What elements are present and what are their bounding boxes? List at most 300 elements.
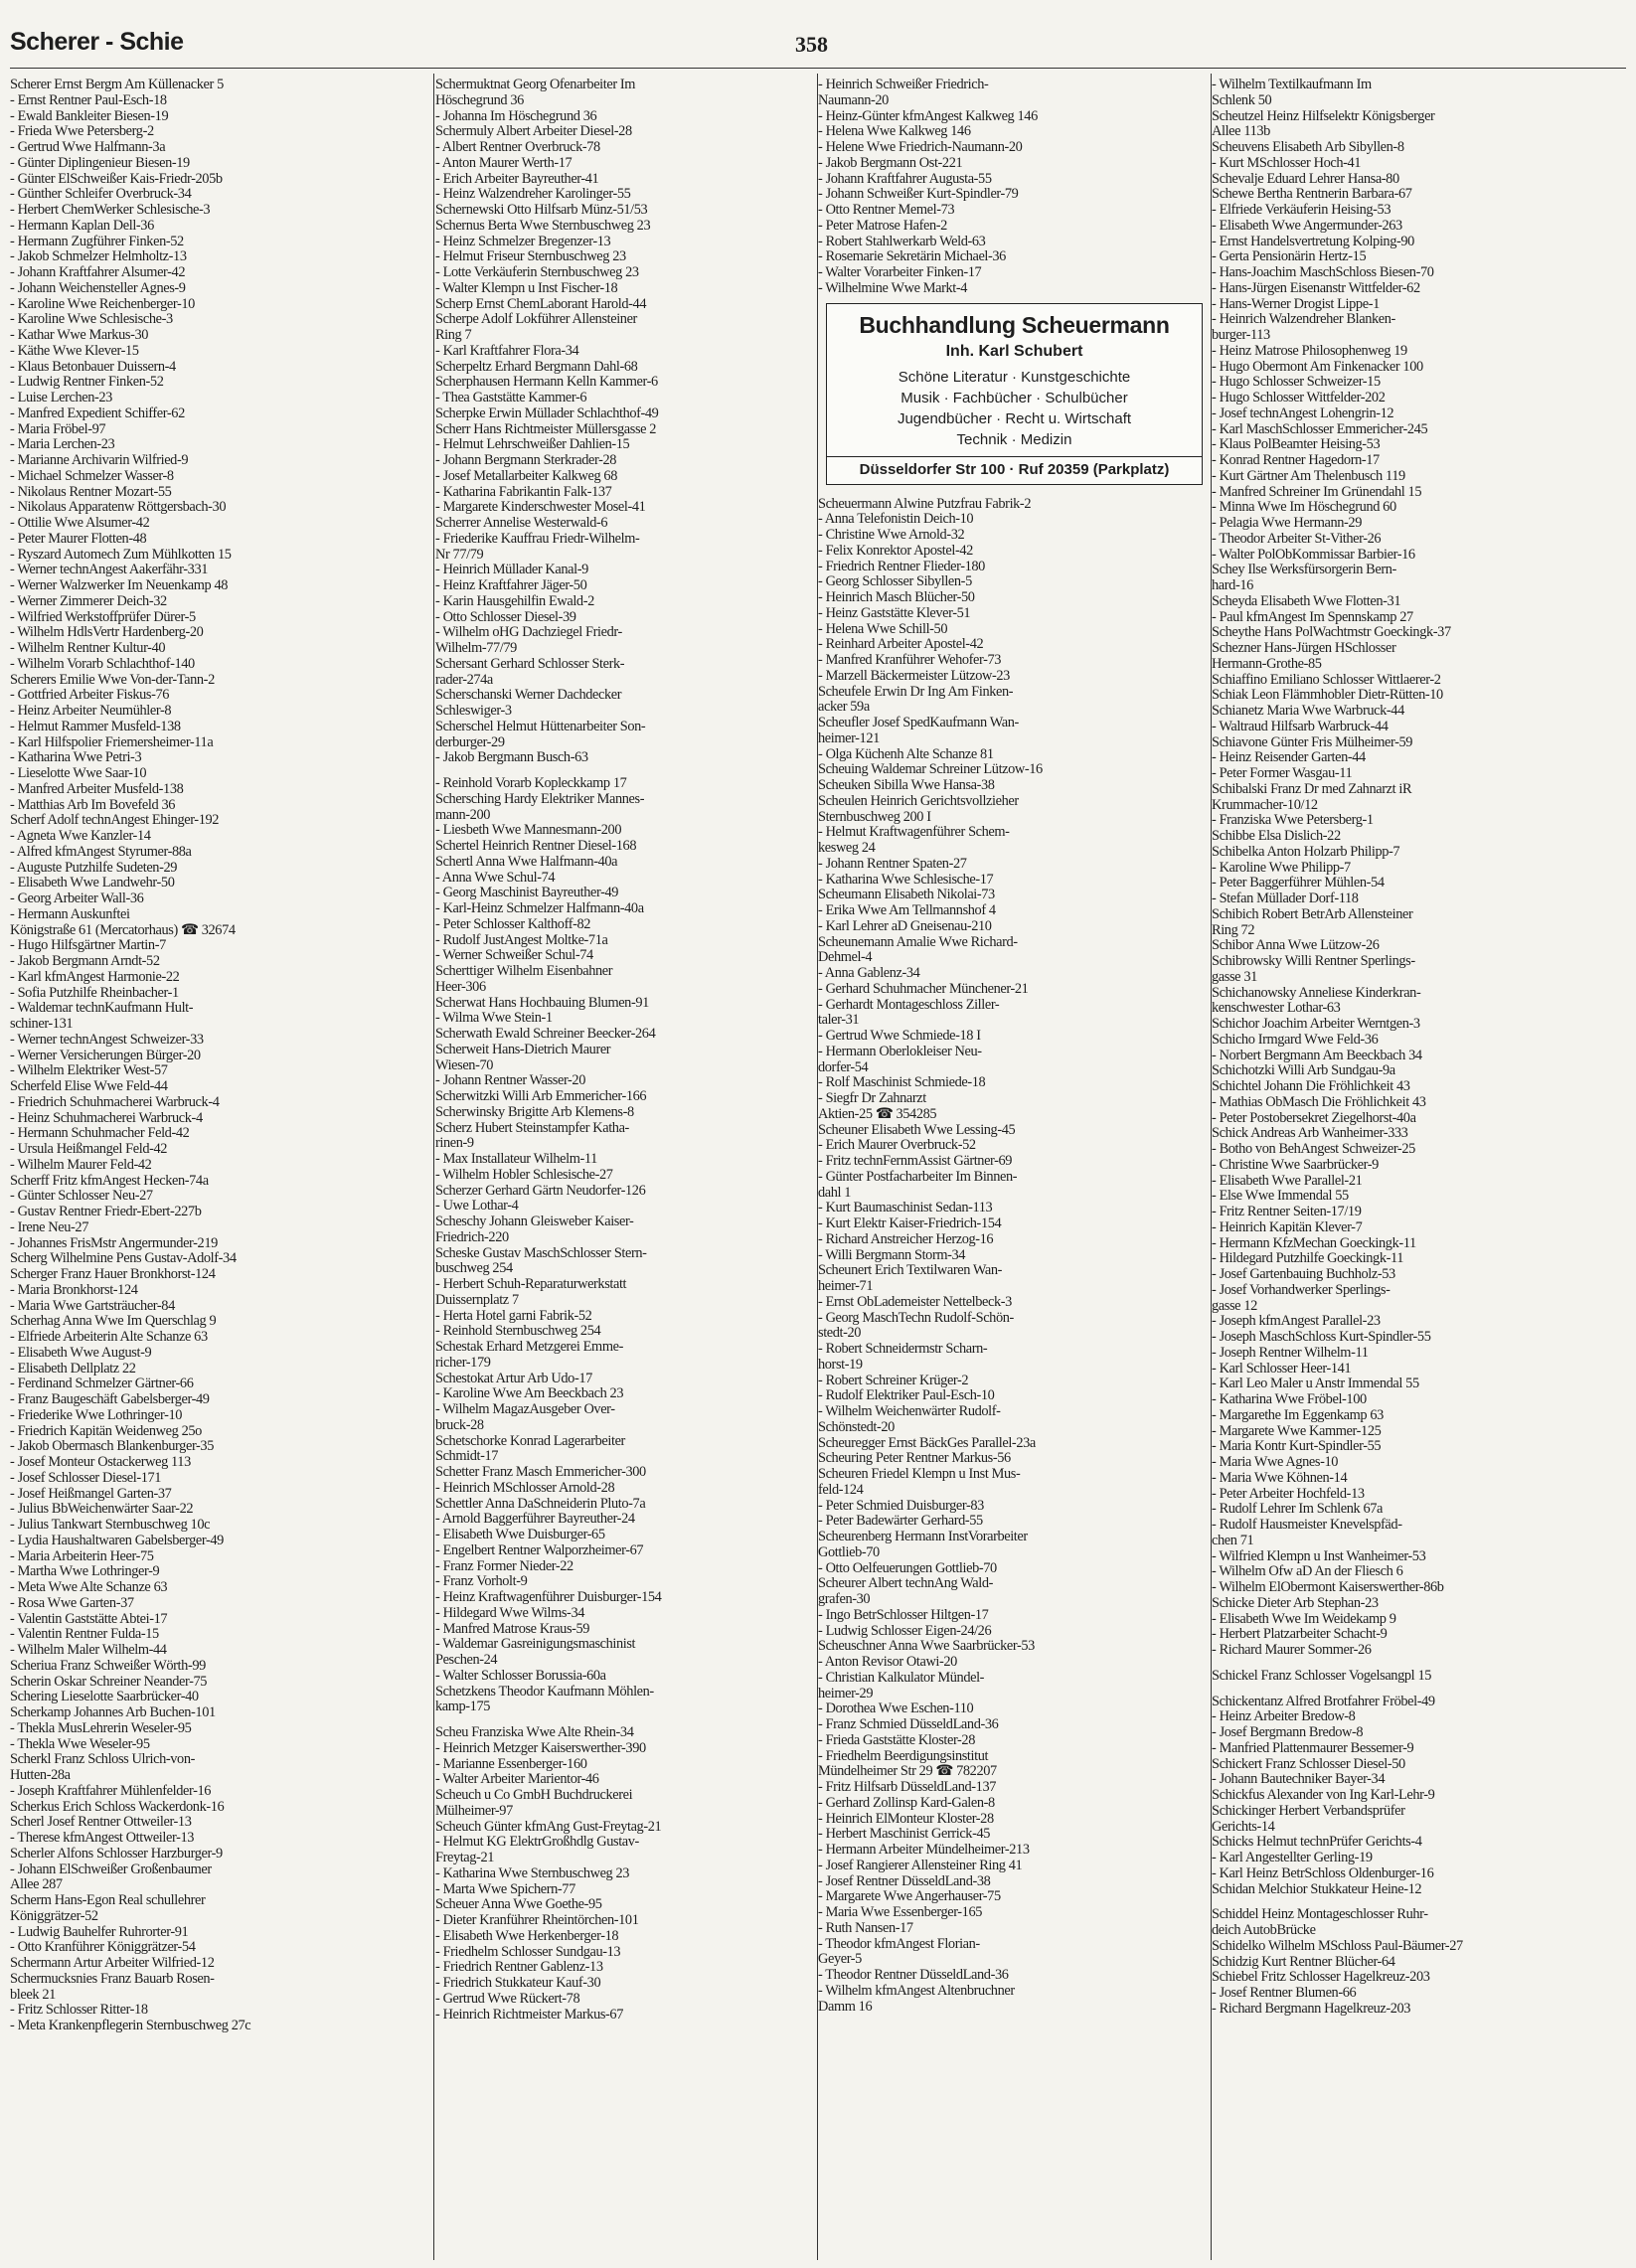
- directory-entry: - Otto Rentner Memel-73: [818, 202, 955, 218]
- directory-entry: Scheuren Friedel Klempn u Inst Mus-: [818, 1466, 1021, 1482]
- directory-entry: - Michael Schmelzer Wasser-8: [10, 467, 174, 484]
- directory-entry: Schering Lieselotte Saarbrücker-40: [10, 1689, 199, 1705]
- directory-entry: - Heinz Schuhmacherei Warbruck-4: [10, 1109, 203, 1126]
- directory-entry: Sternbuschweg 200 I: [818, 808, 931, 825]
- directory-entry: - Irene Neu-27: [10, 1218, 89, 1235]
- directory-entry: - Josef Vorhandwerker Sperlings-: [1212, 1281, 1391, 1298]
- directory-entry: - Hans-Werner Drogist Lippe-1: [1212, 295, 1380, 312]
- directory-entry: - Georg MaschTechn Rudolf-Schön-: [818, 1309, 1014, 1326]
- directory-entry: - Hermann Oberlokleiser Neu-: [818, 1043, 982, 1059]
- directory-entry: - Anton Maurer Werth-17: [435, 154, 573, 171]
- directory-entry: feld-124: [818, 1481, 864, 1498]
- directory-entry: Scheufler Josef SpedKaufmann Wan-: [818, 715, 1019, 730]
- directory-entry: - Thea Gaststätte Kammer-6: [435, 390, 587, 405]
- directory-entry: - Klaus Betonbauer Duissern-4: [10, 358, 176, 375]
- directory-entry: Scheunert Erich Textilwaren Wan-: [818, 1262, 1003, 1279]
- directory-entry: - Mathias ObMasch Die Fröhlichkeit 43: [1212, 1093, 1426, 1110]
- directory-entry: - Johanna Im Höschegrund 36: [435, 107, 597, 124]
- directory-entry: heimer-29: [818, 1685, 874, 1701]
- directory-entry: - Reinhard Arbeiter Apostel-42: [818, 636, 984, 653]
- directory-entry: - Hildegard Putzhilfe Goeckingk-11: [1212, 1250, 1404, 1267]
- directory-entry: Scherpeltz Erhard Bergmann Dahl-68: [435, 358, 638, 375]
- directory-entry: - Heinrich Richtmeister Markus-67: [435, 2006, 623, 2023]
- directory-entry: chen 71: [1212, 1532, 1254, 1548]
- directory-entry: - Maria Wwe Köhnen-14: [1212, 1469, 1348, 1486]
- directory-entry: - Helena Wwe Kalkweg 146: [818, 123, 971, 140]
- directory-entry: - Rudolf JustAngest Moltke-71a: [435, 931, 608, 948]
- directory-entry: - Ewald Bankleiter Biesen-19: [10, 107, 169, 124]
- directory-entry: Schidelko Wilhelm MSchloss Paul-Bäumer-27: [1212, 1937, 1463, 1954]
- directory-entry: - Hermann Schuhmacher Feld-42: [10, 1125, 190, 1142]
- directory-entry: - Johann ElSchweißer Großenbaumer: [10, 1861, 212, 1877]
- directory-entry: Scheuermann Alwine Putzfrau Fabrik-2: [818, 495, 1032, 512]
- directory-entry: Königgrätzer-52: [10, 1907, 98, 1924]
- directory-entry: Ring 7: [435, 327, 472, 343]
- directory-entry: Scheurer Albert technAng Wald-: [818, 1575, 993, 1592]
- directory-entry: - Robert Stahlwerkarb Weld-63: [818, 233, 986, 249]
- directory-entry: - Wilhelm Hobler Schlesische-27: [435, 1166, 613, 1183]
- directory-entry: Duissernplatz 7: [435, 1291, 519, 1308]
- directory-entry: - Günter Diplingenieur Biesen-19: [10, 154, 190, 171]
- directory-entry: - Reinhold Sternbuschweg 254: [435, 1323, 601, 1340]
- directory-entry: - Frieda Wwe Petersberg-2: [10, 123, 154, 140]
- directory-entry: - Friedrich Schuhmacherei Warbruck-4: [10, 1093, 220, 1110]
- directory-entry: - Karl Lehrer aD Gneisenau-210: [818, 917, 992, 934]
- directory-entry: - Erich Arbeiter Bayreuther-41: [435, 170, 599, 187]
- directory-entry: - Rosa Wwe Garten-37: [10, 1594, 134, 1611]
- directory-entry: - Julius Tankwart Sternbuschweg 10c: [10, 1517, 211, 1533]
- directory-entry: Schibalski Franz Dr med Zahnarzt iR: [1212, 780, 1412, 797]
- directory-entry: Scheumann Elisabeth Nikolai-73: [818, 887, 995, 903]
- directory-entry: - Manfred Matrose Kraus-59: [435, 1620, 590, 1637]
- directory-entry: Scheuing Waldemar Schreiner Lützow-16: [818, 761, 1043, 778]
- directory-entry: richer-179: [435, 1354, 491, 1371]
- directory-entry: taler-31: [818, 1012, 860, 1029]
- directory-entry: - Helmut Rammer Musfeld-138: [10, 718, 181, 734]
- directory-entry: - Uwe Lothar-4: [435, 1198, 519, 1215]
- directory-entry: - Otto Oelfeuerungen Gottlieb-70: [818, 1559, 997, 1576]
- directory-entry: Schestak Erhard Metzgerei Emme-: [435, 1339, 623, 1355]
- directory-entry: - Heinrich Metzger Kaiserswerther-390: [435, 1739, 646, 1756]
- directory-entry: - Katharina Fabrikantin Falk-137: [435, 483, 612, 500]
- directory-entry: - Jakob Bergmann Arndt-52: [10, 953, 160, 969]
- directory-entry: - Maria Fröbel-97: [10, 420, 106, 437]
- directory-entry: - Erika Wwe Am Tellmannshof 4: [818, 902, 996, 918]
- directory-entry: - Lotte Verkäuferin Sternbuschweg 23: [435, 264, 639, 280]
- directory-entry: Schevalje Eduard Lehrer Hansa-80: [1212, 170, 1399, 187]
- directory-entry: Schersching Hardy Elektriker Mannes-: [435, 790, 645, 807]
- directory-entry: - Georg Schlosser Sibyllen-5: [818, 573, 972, 590]
- directory-entry: - Manfred Expedient Schiffer-62: [10, 405, 185, 421]
- ad-line: Technik · Medizin: [956, 430, 1072, 448]
- directory-entry: Schichanowsky Anneliese Kinderkran-: [1212, 984, 1421, 1001]
- directory-entry: - Günther Schleifer Overbruck-34: [10, 186, 192, 203]
- directory-entry: Schleswiger-3: [435, 703, 512, 719]
- directory-entry: - Hermann Auskunftei: [10, 905, 130, 922]
- directory-entry: Scheuschner Anna Wwe Saarbrücker-53: [818, 1638, 1035, 1655]
- directory-entry: - Ernst Rentner Paul-Esch-18: [10, 91, 167, 108]
- directory-entry: Schiavone Günter Fris Mülheimer-59: [1212, 733, 1413, 750]
- directory-entry: - Karoline Wwe Philipp-7: [1212, 859, 1351, 876]
- directory-entry: - Franz Schmied DüsseldLand-36: [818, 1716, 999, 1732]
- directory-entry: - Margarete Wwe Angerhauser-75: [818, 1888, 1001, 1905]
- directory-entry: Scherzer Gerhard Gärtn Neudorfer-126: [435, 1182, 646, 1199]
- directory-entry: Naumann-20: [818, 91, 889, 108]
- directory-entry: kamp-175: [435, 1699, 491, 1715]
- directory-entry: - Helene Wwe Friedrich-Naumann-20: [818, 139, 1023, 155]
- directory-entry: - Rudolf Elektriker Paul-Esch-10: [818, 1387, 995, 1404]
- directory-entry: - Engelbert Rentner Walporzheimer-67: [435, 1541, 644, 1558]
- directory-entry: - Käthe Wwe Klever-15: [10, 342, 139, 359]
- directory-entry: Schibich Robert BetrArb Allensteiner: [1212, 905, 1413, 922]
- directory-entry: - Elisabeth Wwe August-9: [10, 1344, 152, 1361]
- directory-entry: - Ryszard Automech Zum Mühlkotten 15: [10, 546, 232, 563]
- directory-entry: - Karoline Wwe Am Beeckbach 23: [435, 1385, 624, 1402]
- directory-entry: - Johann Weichensteller Agnes-9: [10, 279, 186, 296]
- directory-entry: - Heinz Reisender Garten-44: [1212, 749, 1366, 766]
- directory-entry: - Elisabeth Wwe Parallel-21: [1212, 1172, 1363, 1189]
- directory-entry: - Ottilie Wwe Alsumer-42: [10, 515, 150, 531]
- directory-entry: - Maria Wwe Agnes-10: [1212, 1454, 1339, 1470]
- directory-entry: - Kurt MSchlosser Hoch-41: [1212, 154, 1362, 171]
- directory-entry: - Hugo Schlosser Wittfelder-202: [1212, 390, 1386, 405]
- directory-column-4: [1212, 78, 1629, 2260]
- directory-entry: Scherr Hans Richtmeister Müllersgasse 2: [435, 420, 657, 437]
- directory-entry: - Ludwig Schlosser Eigen-24/26: [818, 1622, 992, 1639]
- directory-entry: Schibor Anna Wwe Lützow-26: [1212, 937, 1380, 954]
- directory-entry: - Rudolf Hausmeister Knevelspfäd-: [1212, 1517, 1402, 1533]
- directory-entry: - Robert Schneidermstr Scharn-: [818, 1341, 988, 1357]
- directory-entry: - Jakob Bergmann Ost-221: [818, 154, 963, 171]
- directory-entry: - Anna Telefonistin Deich-10: [818, 511, 974, 528]
- directory-entry: - Wilhelmine Wwe Markt-4: [818, 279, 967, 296]
- directory-entry: Schibelka Anton Holzarb Philipp-7: [1212, 843, 1400, 860]
- directory-entry: - Werner Walzwerker Im Neuenkamp 48: [10, 577, 229, 593]
- directory-entry: - Olga Küchenh Alte Schanze 81: [818, 745, 994, 762]
- directory-entry: Schidan Melchior Stukkateur Heine-12: [1212, 1880, 1422, 1897]
- directory-entry: Hermann-Grothe-85: [1212, 655, 1322, 672]
- directory-entry: - Manfred Kranführer Wehofer-73: [818, 652, 1002, 668]
- directory-entry: - Johann Rentner Wasser-20: [435, 1072, 585, 1089]
- directory-column-2: [435, 78, 818, 2260]
- directory-entry: - Werner Schweißer Schul-74: [435, 947, 593, 964]
- directory-entry: - Joseph Rentner Wilhelm-11: [1212, 1344, 1369, 1361]
- directory-entry: Scheske Gustav MaschSchlosser Stern-: [435, 1244, 647, 1261]
- directory-entry: - Ernst ObLademeister Nettelbeck-3: [818, 1293, 1012, 1310]
- directory-entry: burger-113: [1212, 327, 1270, 343]
- directory-entry: - Ludwig Bauhelfer Ruhrorter-91: [10, 1923, 189, 1940]
- ad-line: Musik · Fachbücher · Schulbücher: [900, 389, 1128, 406]
- directory-entry: - Karl Kraftfahrer Flora-34: [435, 342, 579, 359]
- directory-entry: - Hermann Arbeiter Mündelheimer-213: [818, 1842, 1030, 1858]
- directory-entry: Dehmel-4: [818, 949, 873, 966]
- directory-entry: Scheufele Erwin Dr Ing Am Finken-: [818, 683, 1014, 700]
- directory-entry: - Heinrich Müllader Kanal-9: [435, 562, 588, 578]
- directory-entry: - Helmut KG ElektrGroßhdlg Gustav-: [435, 1834, 639, 1851]
- ad-address: Düsseldorfer Str 100 · Ruf 20359 (Parkplatz): [859, 460, 1170, 478]
- directory-entry: - Josef Rentner DüsseldLand-38: [818, 1872, 991, 1889]
- directory-entry: Scherkus Erich Schloss Wackerdonk-16: [10, 1798, 225, 1815]
- directory-entry: Mülheimer-97: [435, 1802, 513, 1819]
- directory-entry: Gottlieb-70: [818, 1543, 880, 1560]
- directory-entry: - Peter Matrose Hafen-2: [818, 217, 947, 234]
- directory-entry: - Theodor Rentner DüsseldLand-36: [818, 1967, 1009, 1983]
- directory-entry: stedt-20: [818, 1325, 862, 1342]
- directory-entry: - Jakob Obermasch Blankenburger-35: [10, 1438, 215, 1455]
- directory-entry: heimer-121: [818, 729, 880, 746]
- directory-entry: Schermann Artur Arbeiter Wilfried-12: [10, 1955, 215, 1971]
- directory-entry: - Wilhelm Textilkaufmann Im: [1212, 78, 1372, 92]
- directory-entry: Scherf Adolf technAngest Ehinger-192: [10, 812, 220, 829]
- directory-entry: - Walter Schlosser Borussia-60a: [435, 1667, 606, 1684]
- directory-entry: Scherin Oskar Schreiner Neander-75: [10, 1673, 208, 1690]
- directory-entry: rader-274a: [435, 671, 493, 688]
- directory-entry: Schestokat Artur Arb Udo-17: [435, 1370, 592, 1386]
- directory-entry: - Julius BbWeichenwärter Saar-22: [10, 1501, 194, 1518]
- directory-entry: - Richard Maurer Sommer-26: [1212, 1642, 1372, 1658]
- directory-entry: - Marzell Bäckermeister Lützow-23: [818, 667, 1010, 684]
- directory-entry: - Wilhelm Maurer Feld-42: [10, 1156, 152, 1173]
- directory-entry: - Katharina Wwe Sternbuschweg 23: [435, 1864, 630, 1881]
- directory-entry: - Valentin Rentner Fulda-15: [10, 1626, 159, 1643]
- directory-entry: - Elfriede Arbeiterin Alte Schanze 63: [10, 1329, 208, 1345]
- directory-entry: - Fritz Hilfsarb DüsseldLand-137: [818, 1779, 997, 1795]
- directory-entry: - Werner Versicherungen Bürger-20: [10, 1047, 201, 1063]
- directory-entry: Scheuvens Elisabeth Arb Sibyllen-8: [1212, 139, 1404, 155]
- directory-entry: Ring 72: [1212, 921, 1255, 938]
- directory-entry: Scherl Josef Rentner Ottweiler-13: [10, 1814, 192, 1831]
- directory-entry: - Peter Baggerführer Mühlen-54: [1212, 875, 1385, 891]
- directory-entry: - Friedrich Rentner Gablenz-13: [435, 1959, 603, 1976]
- directory-entry: - Felix Konrektor Apostel-42: [818, 542, 973, 559]
- directory-entry: - Wilfried Werkstoffprüfer Dürer-5: [10, 608, 196, 625]
- directory-entry: - Otto Schlosser Diesel-39: [435, 608, 576, 625]
- directory-entry: Schiddel Heinz Montageschlosser Ruhr-: [1212, 1906, 1428, 1923]
- directory-entry: - Walter Vorarbeiter Finken-17: [818, 264, 982, 280]
- directory-entry: - Marta Wwe Spichern-77: [435, 1880, 575, 1897]
- directory-entry: - Gertrud Wwe Rückert-78: [435, 1990, 580, 2007]
- directory-entry: - Maria Wwe Gartsträucher-84: [10, 1297, 175, 1314]
- directory-entry: - Theodor Arbeiter St-Vither-26: [1212, 530, 1382, 547]
- directory-entry: - Waltraud Hilfsarb Warbruck-44: [1212, 718, 1389, 734]
- directory-entry: heimer-71: [818, 1278, 874, 1294]
- directory-entry: - Gerhardt Montageschloss Ziller-: [818, 996, 1000, 1013]
- directory-entry: - Franziska Wwe Petersberg-1: [1212, 812, 1374, 829]
- directory-entry: - Paul kfmAngest Im Spennskamp 27: [1212, 608, 1413, 625]
- directory-entry: derburger-29: [435, 733, 505, 750]
- directory-entry: - Anna Wwe Schul-74: [435, 869, 556, 886]
- directory-entry: Schickentanz Alfred Brotfahrer Fröbel-49: [1212, 1693, 1435, 1709]
- directory-entry: - Lydia Haushaltwaren Gabelsberger-49: [10, 1532, 224, 1548]
- directory-entry: - Elisabeth Dellplatz 22: [10, 1360, 136, 1377]
- directory-entry: - Helmut Lehrschweißer Dahlien-15: [435, 436, 630, 453]
- directory-entry: Schicke Dieter Arb Stephan-23: [1212, 1594, 1379, 1611]
- directory-entry: - Ruth Nansen-17: [818, 1919, 913, 1936]
- directory-entry: Schichtel Johann Die Fröhlichkeit 43: [1212, 1078, 1410, 1094]
- directory-entry: - Hans-Joachim MaschSchloss Biesen-70: [1212, 264, 1434, 280]
- directory-entry: - Heinrich Masch Blücher-50: [818, 589, 975, 605]
- directory-entry: acker 59a: [818, 699, 870, 716]
- directory-entry: - Arnold Baggerführer Bayreuther-24: [435, 1511, 635, 1528]
- directory-entry: - Hugo Obermont Am Finkenacker 100: [1212, 358, 1423, 375]
- column-divider: [433, 74, 434, 2260]
- directory-entry: gasse 31: [1212, 968, 1257, 985]
- directory-entry: - Erich Maurer Overbruck-52: [818, 1137, 976, 1154]
- directory-entry: Schibbe Elsa Dislich-22: [1212, 828, 1341, 844]
- directory-entry: - Wilhelm Weichenwärter Rudolf-: [818, 1403, 1001, 1419]
- directory-entry: - Peter Postobersekret Ziegelhorst-40a: [1212, 1109, 1416, 1126]
- directory-entry: Scherm Hans-Egon Real schullehrer: [10, 1892, 206, 1908]
- directory-entry: - Joseph kfmAngest Parallel-23: [1212, 1313, 1381, 1330]
- directory-entry: Schickinger Herbert Verbandsprüfer: [1212, 1802, 1405, 1819]
- page-title: Scherer - Schie: [10, 28, 184, 56]
- directory-entry: deich AutobBrücke: [1212, 1922, 1316, 1938]
- directory-column-3: [818, 78, 1211, 2260]
- directory-entry: - Gertrud Wwe Halfmann-3a: [10, 139, 166, 155]
- directory-entry: Schönstedt-20: [818, 1418, 895, 1435]
- directory-entry: - Ferdinand Schmelzer Gärtner-66: [10, 1376, 194, 1392]
- directory-entry: Allee 287: [10, 1876, 63, 1893]
- directory-entry: - Waldemar technKaufmann Hult-: [10, 1000, 194, 1017]
- directory-entry: - Kurt Baumaschinist Sedan-113: [818, 1200, 993, 1216]
- directory-entry: - Wilhelm oHG Dachziegel Friedr-: [435, 624, 622, 641]
- directory-entry: - Manfried Plattenmaurer Bessemer-9: [1212, 1739, 1414, 1756]
- directory-entry: - Hildegard Wwe Wilms-34: [435, 1604, 585, 1621]
- directory-entry: Scheriua Franz Schweißer Wörth-99: [10, 1657, 206, 1674]
- directory-entry: - Dieter Kranführer Rheintörchen-101: [435, 1912, 639, 1928]
- directory-entry: dorfer-54: [818, 1058, 869, 1075]
- directory-entry: Peschen-24: [435, 1652, 498, 1668]
- directory-entry: - Kurt Elektr Kaiser-Friedrich-154: [818, 1215, 1002, 1231]
- directory-entry: - Heinz Gaststätte Klever-51: [818, 604, 971, 621]
- directory-entry: - Katharina Wwe Schlesische-17: [818, 871, 994, 888]
- directory-entry: Schichotzki Willi Arb Sundgau-9a: [1212, 1062, 1395, 1079]
- directory-entry: rinen-9: [435, 1135, 474, 1152]
- directory-entry: Scherwitzki Willi Arb Emmericher-166: [435, 1088, 647, 1104]
- directory-entry: - Heinrich Walzendreher Blanken-: [1212, 311, 1395, 328]
- directory-entry: grafen-30: [818, 1591, 871, 1607]
- directory-entry: - Josef Bergmann Bredow-8: [1212, 1724, 1364, 1740]
- directory-entry: kenschwester Lothar-63: [1212, 1000, 1341, 1017]
- directory-entry: - Anton Revisor Otawi-20: [818, 1654, 957, 1670]
- directory-entry: - Ingo BetrSchlosser Hiltgen-17: [818, 1606, 989, 1623]
- directory-entry: Scherpke Erwin Müllader Schlachthof-49: [435, 405, 659, 421]
- directory-entry: Schicho Irmgard Wwe Feld-36: [1212, 1031, 1379, 1048]
- directory-entry: - Jakob Schmelzer Helmholtz-13: [10, 248, 187, 265]
- directory-entry: - Gerhard Schuhmacher Münchener-21: [818, 980, 1029, 997]
- directory-entry: Hutten-28a: [10, 1767, 71, 1783]
- directory-entry: - Elisabeth Wwe Landwehr-50: [10, 875, 175, 891]
- directory-entry: - Gustav Rentner Friedr-Ebert-227b: [10, 1204, 202, 1219]
- directory-entry: - Walter PolObKommissar Barbier-16: [1212, 546, 1415, 563]
- directory-entry: - Josef Rentner Blumen-66: [1212, 1985, 1357, 2001]
- directory-entry: - Josef Schlosser Diesel-171: [10, 1469, 162, 1486]
- directory-entry: - Rudolf Lehrer Im Schlenk 67a: [1212, 1501, 1384, 1518]
- directory-entry: - Pelagia Wwe Hermann-29: [1212, 515, 1362, 531]
- directory-entry: - Rosemarie Sekretärin Michael-36: [818, 248, 1006, 265]
- directory-entry: Scherttiger Wilhelm Eisenbahner: [435, 963, 613, 979]
- directory-entry: - Theodor kfmAngest Florian-: [818, 1935, 980, 1952]
- directory-entry: - Hugo Hilfsgärtner Martin-7: [10, 937, 166, 954]
- directory-entry: Nr 77/79: [435, 546, 484, 563]
- directory-entry: - Ludwig Rentner Finken-52: [10, 374, 164, 391]
- directory-entry: Schick Andreas Arb Wanheimer-333: [1212, 1125, 1408, 1142]
- directory-entry: - Agneta Wwe Kanzler-14: [10, 828, 151, 844]
- directory-entry: - Karl-Heinz Schmelzer Halfmann-40a: [435, 900, 644, 916]
- directory-entry: - Maria Kontr Kurt-Spindler-55: [1212, 1438, 1382, 1455]
- directory-entry: Freytag-21: [435, 1850, 495, 1865]
- directory-entry: Scherphausen Hermann Kelln Kammer-6: [435, 374, 658, 391]
- directory-entry: schiner-131: [10, 1016, 74, 1032]
- directory-entry: Schiaffino Emiliano Schlosser Wittlaerer-2: [1212, 671, 1441, 688]
- directory-entry: - Heinrich MSchlosser Arnold-28: [435, 1479, 615, 1496]
- directory-entry: Scherg Wilhelmine Pens Gustav-Adolf-34: [10, 1250, 237, 1267]
- directory-entry: - Manfred Arbeiter Musfeld-138: [10, 780, 184, 797]
- directory-entry: dahl 1: [818, 1184, 852, 1201]
- directory-entry: Damm 16: [818, 1998, 873, 2015]
- directory-entry: Schettler Anna DaSchneiderin Pluto-7a: [435, 1495, 646, 1512]
- directory-entry: - Herbert Schuh-Reparaturwerkstatt: [435, 1276, 627, 1292]
- directory-entry: - Luise Lerchen-23: [10, 390, 112, 405]
- directory-entry: - Lieselotte Wwe Saar-10: [10, 765, 147, 781]
- page-number: 358: [795, 32, 828, 57]
- bookshop-advertisement: [826, 303, 1203, 485]
- directory-entry: - Kurt Gärtner Am Thelenbusch 119: [1212, 467, 1405, 484]
- directory-entry: Schetzkens Theodor Kaufmann Möhlen-: [435, 1683, 654, 1700]
- directory-entry: - Hans-Jürgen Eisenanstr Wittfelder-62: [1212, 279, 1420, 296]
- directory-entry: - Richard Anstreicher Herzog-16: [818, 1230, 994, 1247]
- directory-entry: - Liesbeth Wwe Mannesmann-200: [435, 822, 622, 839]
- ad-owner: Inh. Karl Schubert: [945, 342, 1083, 360]
- directory-entry: - Wilhelm Rentner Kultur-40: [10, 640, 166, 656]
- directory-entry: - Waldemar Gasreinigungsmaschinist: [435, 1636, 636, 1653]
- directory-entry: - Wilhelm MagazAusgeber Over-: [435, 1401, 615, 1417]
- directory-entry: bleek 21: [10, 1986, 56, 2003]
- directory-entry: hard-16: [1212, 577, 1253, 593]
- directory-entry: Scheuer Anna Wwe Goethe-95: [435, 1896, 602, 1913]
- directory-entry: - Manfred Schreiner Im Grünendahl 15: [1212, 483, 1422, 500]
- directory-entry: - Karl Heinz BetrSchloss Oldenburger-16: [1212, 1864, 1434, 1881]
- directory-entry: Allee 113b: [1212, 123, 1270, 140]
- directory-entry: - Peter Former Wasgau-11: [1212, 765, 1353, 781]
- directory-entry: - Christine Wwe Arnold-32: [818, 527, 965, 543]
- directory-entry: Scherz Hubert Steinstampfer Katha-: [435, 1119, 629, 1136]
- directory-entry: - Margarete Wwe Kammer-125: [1212, 1422, 1382, 1439]
- directory-entry: - Gertrud Wwe Schmiede-18 I: [818, 1028, 981, 1044]
- ad-divider: [827, 456, 1202, 457]
- directory-entry: - Werner technAngest Schweizer-33: [10, 1031, 204, 1048]
- directory-entry: - Matthias Arb Im Bovefeld 36: [10, 796, 176, 813]
- directory-entry: Scheyda Elisabeth Wwe Flotten-31: [1212, 592, 1401, 609]
- directory-entry: - Herbert ChemWerker Schlesische-3: [10, 202, 211, 218]
- directory-entry: - Karoline Wwe Schlesische-3: [10, 311, 173, 328]
- entry-gap: [1212, 1685, 1629, 1695]
- directory-entry: - Meta Krankenpflegerin Sternbuschweg 27c: [10, 2018, 251, 2033]
- directory-entry: - Johann Kraftfahrer Alsumer-42: [10, 264, 186, 280]
- directory-entry: - Joseph MaschSchloss Kurt-Spindler-55: [1212, 1329, 1431, 1345]
- directory-entry: Scherkamp Johannes Arb Buchen-101: [10, 1704, 216, 1720]
- directory-entry: - Maria Wwe Essenberger-165: [818, 1904, 983, 1920]
- directory-entry: - Wilma Wwe Stein-1: [435, 1010, 553, 1027]
- directory-entry: Schibrowsky Willi Rentner Sperlings-: [1212, 953, 1415, 969]
- directory-entry: - Auguste Putzhilfe Sudeten-29: [10, 859, 178, 876]
- directory-entry: - Franz Former Nieder-22: [435, 1557, 573, 1574]
- directory-entry: Schetter Franz Masch Emmericher-300: [435, 1464, 646, 1480]
- directory-entry: - Friedrich Kapitän Weidenweg 25o: [10, 1422, 202, 1439]
- ad-line: Jugendbücher · Recht u. Wirtschaft: [897, 409, 1132, 427]
- directory-entry: Schickfus Alexander von Ing Karl-Lehr-9: [1212, 1787, 1435, 1803]
- directory-entry: - Katharina Wwe Petri-3: [10, 749, 142, 766]
